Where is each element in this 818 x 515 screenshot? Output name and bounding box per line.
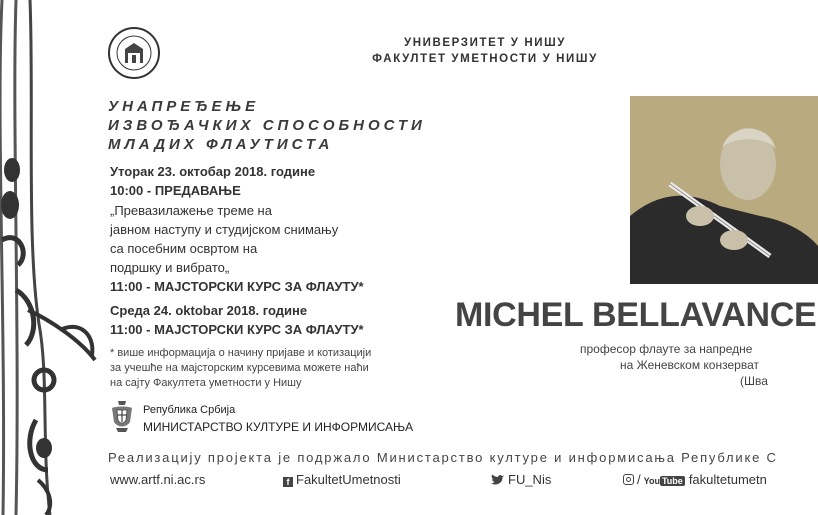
lecture-label: ПРЕДАВАЊЕ [154,183,241,198]
facebook-link[interactable] [283,472,401,487]
instagram-youtube-link[interactable] [623,472,767,487]
speaker-desc-line-3: (Шва [740,374,768,388]
youtube-logo-tube: Tube [661,476,683,486]
note-line-3: на сајту Факултета уметности у Нишу [110,377,302,389]
day1-course [110,279,364,294]
day2-course [110,322,364,337]
flute-line-art [0,0,110,515]
speaker-name: MICHEL BELLAVANCE [455,296,817,334]
instagram-icon [623,474,634,485]
course-suffix: ЗА ФЛАУТУ* [281,279,364,294]
facebook-icon: f [283,477,293,487]
youtube-logo-you: You [643,476,660,486]
lecture-topic-line-4: подршку и вибрато„ [110,260,230,275]
event-title-line-2: ИЗВОЂАЧКИХ СПОСОБНОСТИ [108,117,426,134]
lecture-topic-line-1: „Превазилажење треме на [110,203,272,218]
lecture-topic-line-2: јавном наступу и студијском снимању [110,222,339,237]
faculty-name: ФАКУЛТЕТ УМЕТНОСТИ У НИШУ [372,53,598,65]
day1-lecture [110,183,241,198]
twitter-link[interactable] [491,472,551,487]
day2-date: Среда 24. oktobar 2018. године [110,303,308,318]
course-label: МАЈСТОРСКИ КУРС [154,322,282,337]
note-line-1: * више информација о начину пријаве и котизацији [110,347,372,359]
twitter-handle: FU_Nis [508,472,552,487]
support-statement: Реализацију пројекта је подржало Министарство културе и информисања Републике С [108,450,778,465]
course-suffix: ЗА ФЛАУТУ* [281,322,364,337]
speaker-desc-line-2: на Женевском конзерват [620,358,759,372]
note-line-2: за учешће на мајсторским курсевима можете наћи [110,362,369,374]
course-time: 11:00 - [110,322,155,337]
course-time: 11:00 - [110,279,155,294]
instagram-handle: fakultetumetn [688,472,767,487]
university-name: УНИВЕРЗИТЕТ У НИШУ [403,37,567,49]
lecture-topic-line-3: са посебним освртом на [110,241,258,256]
event-title-line-3: МЛАДИХ ФЛАУТИСТА [108,136,334,153]
facebook-handle: FakultetUmetnosti [296,472,401,487]
event-title-line-1: УНАПРЕЂЕЊЕ [108,98,260,115]
day1-date: Уторак 23. oктобар 2018. године [110,164,316,179]
ministry-name: МИНИСТАРСТВО КУЛТУРЕ И ИНФОРМИСАЊА [143,420,414,434]
university-seal-icon [108,27,160,79]
youtube-icon [644,476,685,486]
republic-label: Република Србија [143,404,236,416]
lecture-time: 10:00 - [110,183,155,198]
separator: / [637,472,641,487]
speaker-desc-line-1: професор флауте за напредне [580,342,753,356]
serbia-coat-of-arms-icon [110,398,134,434]
website-link[interactable]: www.artf.ni.ac.rs [110,472,206,487]
speaker-photo [630,96,818,284]
twitter-icon [491,474,505,485]
course-label: МАЈСТОРСКИ КУРС [154,279,282,294]
